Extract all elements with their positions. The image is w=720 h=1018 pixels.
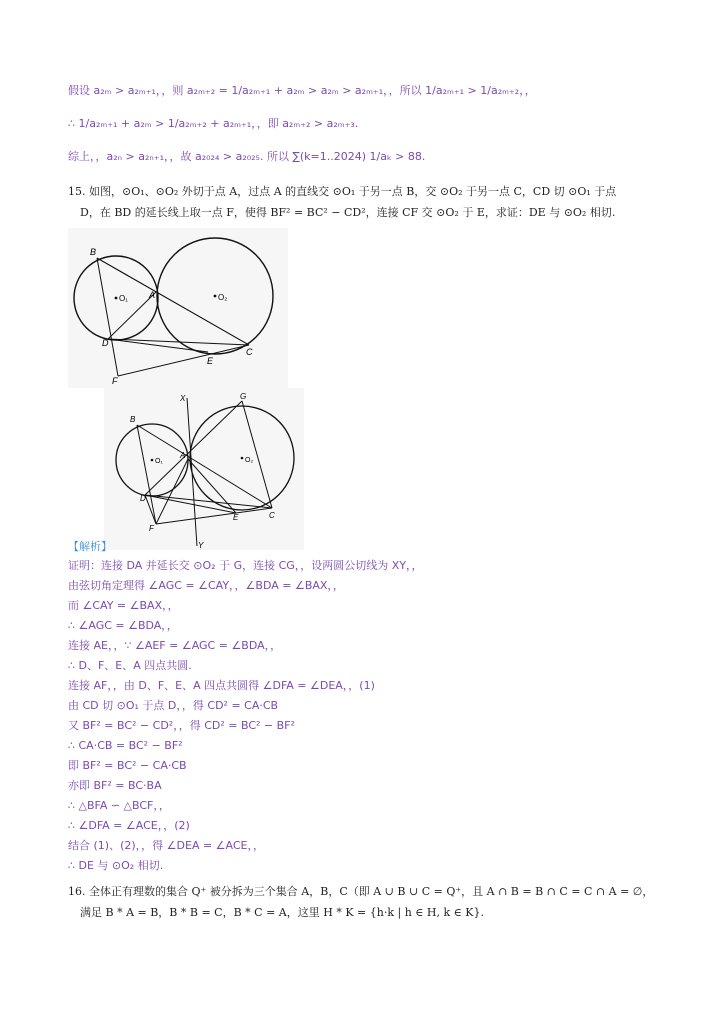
- fig2-label-O1: O₁: [155, 458, 163, 465]
- fig2-label-X: X: [180, 394, 186, 403]
- fig1-label-C: C: [246, 347, 253, 357]
- fig1-label-E: E: [207, 356, 214, 366]
- proof-line-5: 连接 AE，，∵ ∠AEF = ∠AGC = ∠BDA，，: [68, 639, 282, 652]
- problem-15-line-1: 15. 如图，⊙O₁、⊙O₂ 外切于点 A，过点 A 的直线交 ⊙O₁ 于另一点 B，交 ⊙O₂ 于另一点 C，CD 切 ⊙O₁ 于点: [68, 185, 617, 198]
- prev-solution-line-2: ∴ 1/a₂ₘ₊₁ + a₂ₘ > 1/a₂ₘ₊₂ + a₂ₘ₊₁，，即 a₂ₘ₊₂ > a₂ₘ₊₃.: [68, 117, 359, 130]
- proof-line-4: ∴ ∠AGC = ∠BDA，，: [68, 619, 178, 632]
- proof-line-3: 而 ∠CAY = ∠BAX，，: [68, 599, 179, 612]
- proof-line-14: ∴ ∠DFA = ∠ACE，，(2): [68, 819, 190, 832]
- fig2-label-D: D: [140, 494, 146, 503]
- fig1-label-O1: O₁: [119, 294, 128, 303]
- fig2-label-Y: Y: [198, 541, 204, 550]
- fig1-label-F: F: [112, 376, 118, 386]
- proof-line-15: 结合 (1)、(2)，，得 ∠DEA = ∠ACE，，: [68, 839, 264, 852]
- problem-16-line-1: 16. 全体正有理数的集合 Q⁺ 被分拆为三个集合 A，B，C（即 A ∪ B ∪ C = Q⁺，且 A ∩ B = B ∩ C = C ∩ A = ∅，: [68, 885, 654, 898]
- fig2-label-C: C: [269, 511, 275, 520]
- fig2-label-A: A: [180, 451, 186, 460]
- proof-line-11: 即 BF² = BC² − CA·CB: [68, 759, 187, 772]
- proof-line-9: 又 BF² = BC² − CD²，，得 CD² = BC² − BF²: [68, 719, 295, 732]
- proof-line-2: 由弦切角定理得 ∠AGC = ∠CAY，，∠BDA = ∠BAX，，: [68, 579, 344, 592]
- proof-line-16: ∴ DE 与 ⊙O₂ 相切.: [68, 859, 164, 872]
- fig1-label-D: D: [102, 338, 109, 348]
- proof-line-7: 连接 AF，，由 D、F、E、A 四点共圆得 ∠DFA = ∠DEA，，(1): [68, 679, 375, 692]
- fig1-label-A: A: [149, 290, 156, 300]
- proof-line-6: ∴ D、F、E、A 四点共圆.: [68, 659, 192, 672]
- fig2-label-O2: O₂: [245, 457, 254, 464]
- fig2-label-E: E: [233, 513, 239, 522]
- fig1-label-B: B: [90, 247, 97, 257]
- fig2-label-B: B: [130, 415, 136, 424]
- proof-line-1: 证明：连接 DA 并延长交 ⊙O₂ 于 G，连接 CG，，设两圆公切线为 XY，，: [68, 559, 423, 572]
- figure-2-diagram: [104, 388, 304, 550]
- proof-line-12: 亦即 BF² = BC·BA: [68, 779, 162, 792]
- proof-line-10: ∴ CA·CB = BC² − BF²: [68, 739, 183, 752]
- fig2-label-F: F: [149, 524, 154, 533]
- prev-solution-line-1: 假设 a₂ₘ > a₂ₘ₊₁，，则 a₂ₘ₊₂ = 1/a₂ₘ₊₁ + a₂ₘ > a₂ₘ > a₂ₘ₊₁，，所以 1/a₂ₘ₊₁ > 1/a₂ₘ₊₂，，: [68, 84, 536, 97]
- figure-1-diagram: [68, 228, 288, 388]
- fig1-label-O2: O₂: [218, 293, 228, 302]
- proof-line-8: 由 CD 切 ⊙O₁ 于点 D，，得 CD² = CA·CB: [68, 699, 279, 712]
- analysis-label: 【解析】: [68, 540, 112, 553]
- problem-16-line-2: 满足 B * A = B，B * B = C，B * C = A，这里 H * K = {h·k | h ∈ H, k ∈ K}.: [80, 906, 485, 919]
- problem-15-line-2: D，在 BD 的延长线上取一点 F，使得 BF² = BC² − CD²，连接 CF 交 ⊙O₂ 于 E，求证：DE 与 ⊙O₂ 相切.: [80, 206, 616, 219]
- fig2-label-G: G: [240, 392, 247, 401]
- prev-solution-line-3: 综上，，a₂ₙ > a₂ₙ₊₁，，故 a₂₀₂₄ > a₂₀₂₅. 所以 ∑(k=1..2024) 1/aₖ > 88.: [68, 150, 426, 163]
- proof-line-13: ∴ △BFA ∽ △BCF，，: [68, 799, 170, 812]
